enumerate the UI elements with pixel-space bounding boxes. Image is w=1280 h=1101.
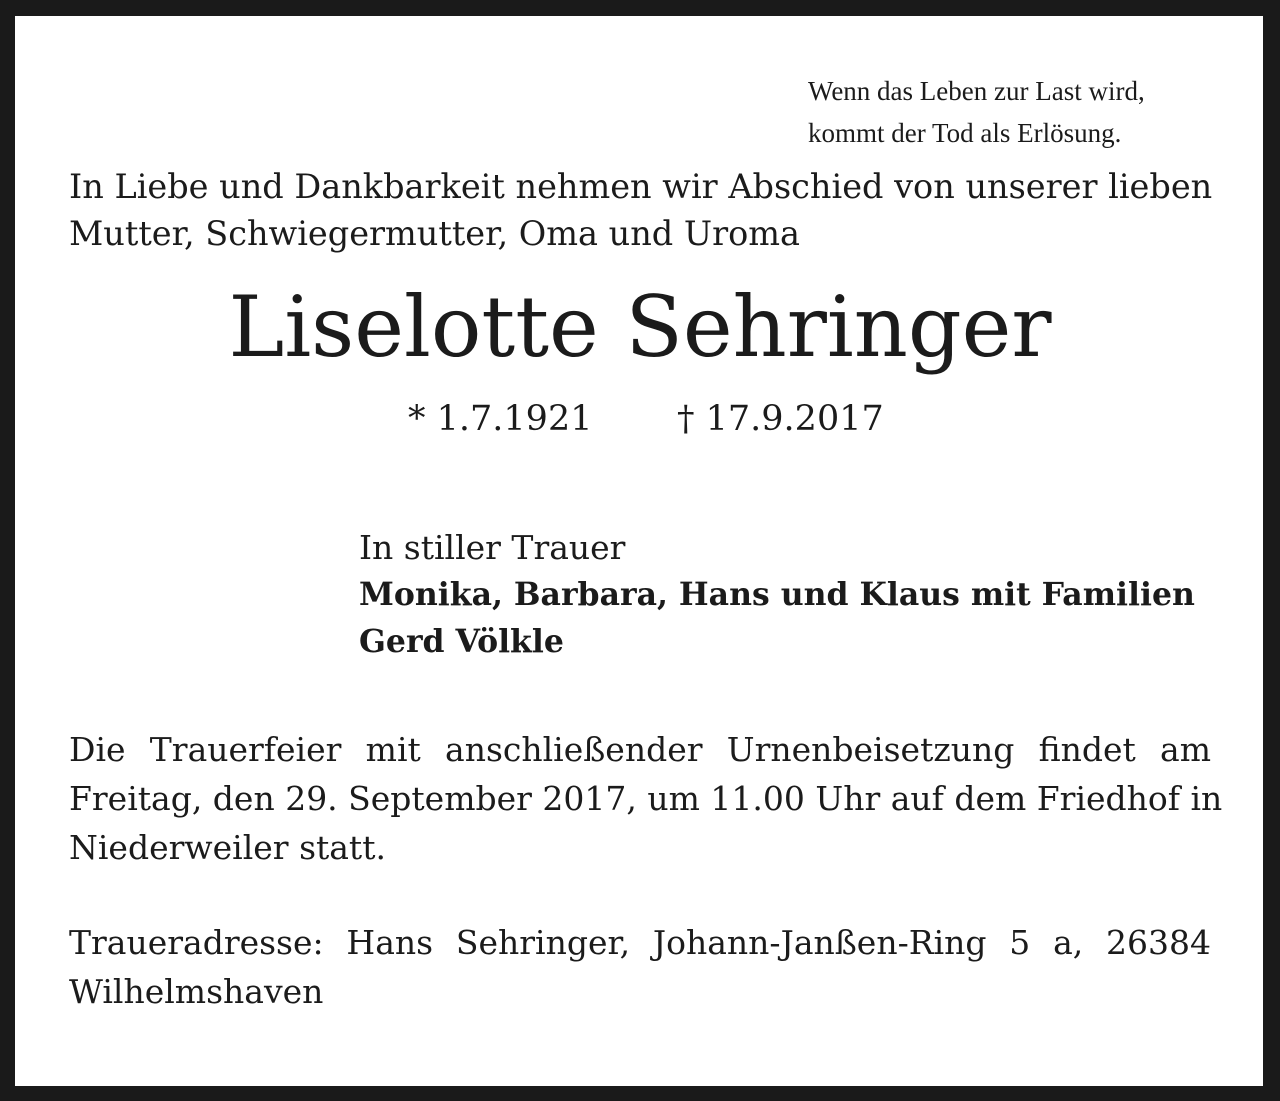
mourners-line-2: Gerd Völkle (359, 623, 564, 660)
ceremony-line-3: Niederweiler statt. (69, 828, 386, 867)
deceased-name: Liselotte Sehringer (228, 278, 1052, 376)
ceremony-line-1: Die Trauerfeier mit anschließender Urnenbeisetzung findet am (69, 730, 1211, 769)
address-line-2: Wilhelmshaven (69, 972, 324, 1011)
intro-line-2: Mutter, Schwiegermutter, Oma und Uroma (69, 214, 801, 253)
mourners-line-1: Monika, Barbara, Hans und Klaus mit Familien (359, 576, 1195, 613)
ceremony-notice (69, 725, 1223, 872)
motto-line-1: Wenn das Leben zur Last wird, (808, 76, 1145, 106)
birth-date: * 1.7.1921 (408, 399, 593, 439)
death-date: † 17.9.2017 (677, 399, 884, 439)
intro-text (69, 163, 1211, 257)
ceremony-line-2: Freitag, den 29. September 2017, um 11.00 Uhr auf dem Friedhof in (69, 779, 1223, 818)
motto-quote (808, 70, 1145, 154)
mourners-heading: In stiller Trauer (359, 528, 626, 567)
mourners-block (359, 524, 1195, 665)
intro-line-1: In Liebe und Dankbarkeit nehmen wir Abschied von unserer lieben (69, 167, 1213, 206)
address-line-1: Traueradresse: Hans Sehringer, Johann-Janßen-Ring 5 a, 26384 (69, 923, 1211, 962)
motto-line-2: kommt der Tod als Erlösung. (808, 118, 1122, 148)
mourning-address (69, 918, 1211, 1016)
